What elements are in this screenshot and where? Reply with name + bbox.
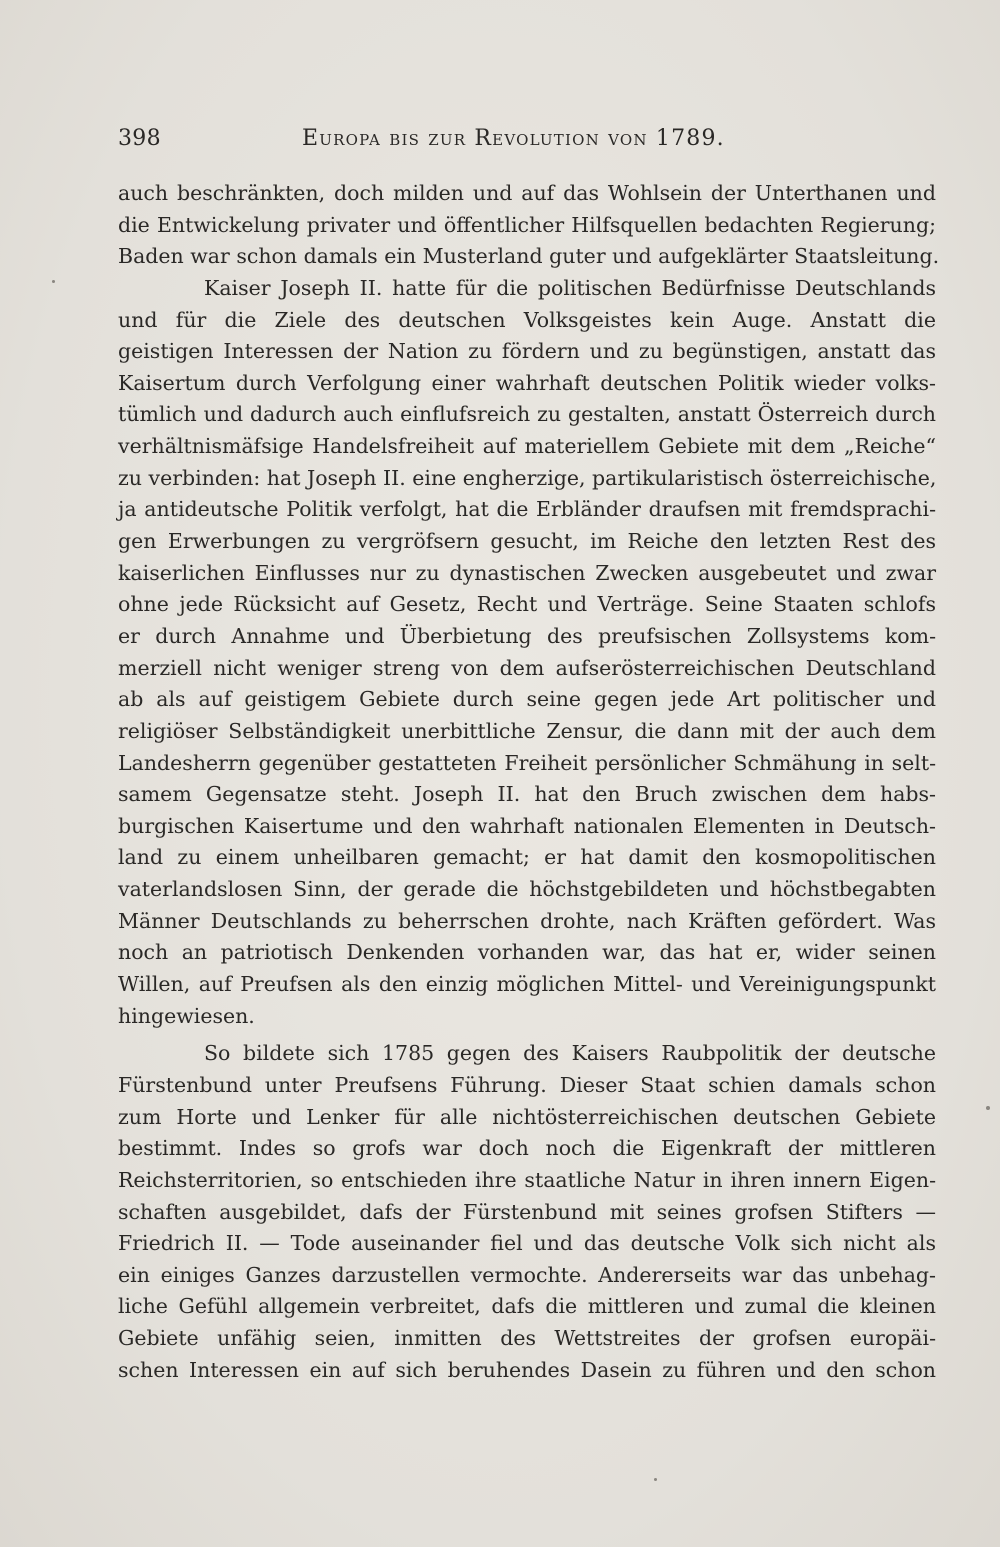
body-text [118,178,940,1386]
text-line: Gebiete unfähig seien, inmitten des Wettstreites der grofsen europäi- [118,1326,936,1351]
paper-speck [654,1478,657,1481]
running-title: Europa bis zur Revolution von 1789. [302,126,725,151]
text-line: Reichsterritorien, so entschieden ihre staatliche Natur in ihren innern Eigen- [118,1167,936,1192]
text-line: land zu einem unheilbaren gemacht; er hat damit den kosmopolitischen [118,845,936,870]
text-line: geistigen Interessen der Nation zu fördern und zu begünstigen, anstatt das [118,339,936,364]
text-line: Willen, auf Preufsen als den einzig möglichen Mittel- und Vereinigungspunkt [118,972,936,997]
text-line: Kaisertum durch Verfolgung einer wahrhaft deutschen Politik wieder volks- [118,370,936,395]
text-line: zum Horte und Lenker für alle nichtösterreichischen deutschen Gebiete [118,1104,936,1129]
text-line: ohne jede Rücksicht auf Gesetz, Recht und Verträge. Seine Staaten schlofs [118,592,936,617]
text-line: Kaiser Joseph II. hatte für die politischen Bedürfnisse Deutschlands [204,275,936,300]
paper-speck [986,1106,990,1110]
text-line: Baden war schon damals ein Musterland guter und aufgeklärter Staatsleitung. [118,244,940,269]
text-line: ab als auf geistigem Gebiete durch seine gegen jede Art politischer und [118,687,936,712]
text-line: religiöser Selbständigkeit unerbittliche Zensur, die dann mit der auch dem [118,718,936,743]
text-line: hingewiesen. [118,1003,255,1028]
text-line: noch an patriotisch Denkenden vorhanden war, das hat er, wider seinen [118,940,936,965]
text-line: er durch Annahme und Überbietung des preufsischen Zollsystems kom- [118,623,936,648]
text-line: Männer Deutschlands zu beherrschen drohte, nach Kräften gefördert. Was [118,908,936,933]
text-line: Friedrich II. — Tode auseinander fiel und das deutsche Volk sich nicht als [118,1231,936,1256]
text-line: auch beschränkten, doch milden und auf das Wohlsein der Unterthanen und [118,181,936,205]
text-line: samem Gegensatze steht. Joseph II. hat den Bruch zwischen dem habs- [118,782,936,807]
paper-speck [52,280,55,283]
page-number: 398 [118,126,161,151]
text-line: liche Gefühl allgemein verbreitet, dafs die mittleren und zumal die kleinen [118,1294,936,1319]
text-line: Landesherrn gegenüber gestatteten Freiheit persönlicher Schmähung in selt- [118,750,936,775]
text-line: gen Erwerbungen zu vergröfsern gesucht, im Reiche den letzten Rest des [118,529,936,554]
text-line: schen Interessen ein auf sich beruhendes Dasein zu führen und den schon [118,1357,936,1382]
text-line: ein einiges Ganzes darzustellen vermochte. Andererseits war das unbehag- [118,1262,936,1287]
text-line: kaiserlichen Einflusses nur zu dynastischen Zwecken ausgebeutet und zwar [118,560,936,585]
text-line: zu verbinden: hat Joseph II. eine engherzige, partikularistisch österreichische, [118,465,937,490]
text-line: vaterlandslosen Sinn, der gerade die höchstgebildeten und höchstbegabten [118,877,936,902]
text-line: die Entwickelung privater und öffentlicher Hilfsquellen bedachten Regierung; [118,212,936,237]
text-line: merziell nicht weniger streng von dem aufserösterreichischen Deutschland [118,655,936,680]
text-line: verhältnismäfsige Handelsfreiheit auf materiellem Gebiete mit dem „Reiche“ [118,434,936,459]
text-line: und für die Ziele des deutschen Volksgeistes kein Auge. Anstatt die [118,307,936,332]
text-line: burgischen Kaisertume und den wahrhaft nationalen Elementen in Deutsch- [118,813,936,838]
text-line: So bildete sich 1785 gegen des Kaisers Raubpolitik der deutsche [204,1041,936,1066]
text-line: bestimmt. Indes so grofs war doch noch die Eigenkraft der mittleren [118,1136,936,1161]
page-header [118,126,936,158]
text-line: Fürstenbund unter Preufsens Führung. Dieser Staat schien damals schon [118,1072,936,1097]
text-line: ja antideutsche Politik verfolgt, hat die Erbländer draufsen mit fremdsprachi- [118,497,936,522]
text-line: schaften ausgebildet, dafs der Fürstenbund mit seines grofsen Stifters — [118,1199,936,1224]
text-line: tümlich und dadurch auch einflufsreich zu gestalten, anstatt Österreich durch [118,402,936,427]
